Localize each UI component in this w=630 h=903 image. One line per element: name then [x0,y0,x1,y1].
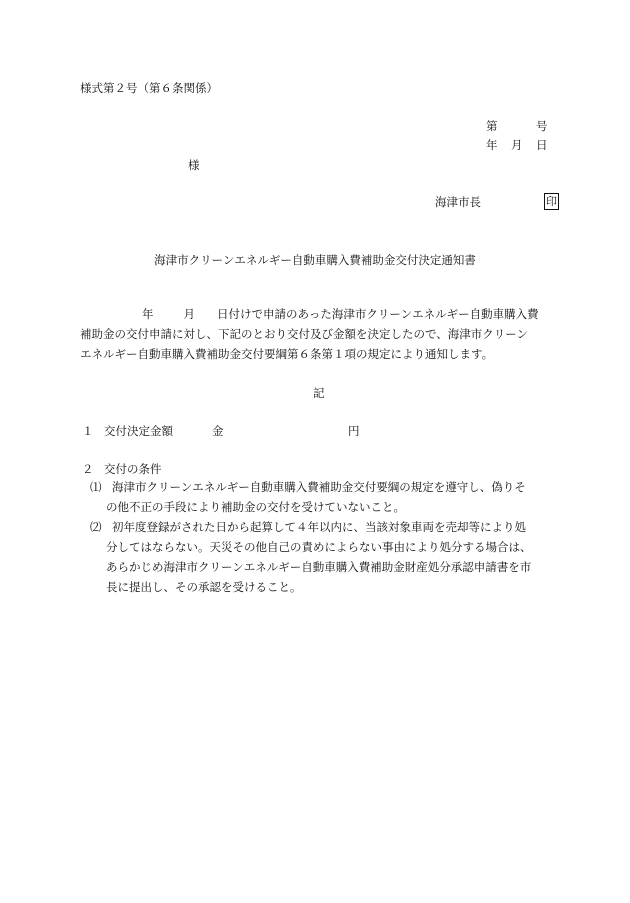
condition-2 [80,517,562,597]
date-month: 月 [511,138,523,152]
body-year: 年 [142,307,154,321]
issuer-title: 海津市長 [435,195,481,209]
condition-2-line-1: ⑵ 初年度登録がされた日から起算して４年以内に、当該対象車両を売却等により処 [80,517,562,537]
seal-mark: 印 [546,195,557,208]
document-title: 海津市クリーンエネルギー自動車購入費補助金交付決定通知書 [154,253,476,267]
issuer-seal [544,193,559,210]
body-line-1 [80,304,562,324]
addressee-suffix: 様 [188,158,200,172]
condition-1-line-1: ⑴ 海津市クリーンエネルギー自動車購入費補助金交付要綱の規定を遵守し、偽りそ [80,477,562,497]
date-day: 日 [536,138,548,152]
condition-1-line-2: の他不正の手段により補助金の交付を受けていないこと。 [106,500,405,514]
item1-number: １ [82,424,94,438]
condition-2-line-2: 分してはならない。天災その他自己の責めによらない事由により処分する場合は、 [106,540,532,554]
item2-label: 交付の条件 [104,462,162,476]
ki-heading: 記 [313,386,325,400]
date-year: 年 [486,138,498,152]
condition-2-line-4: 長に提出し、その承認を受けること。 [106,580,302,594]
doc-number-prefix: 第 [486,119,498,133]
body-line-2: 補助金の交付申請に対し、下記のとおり交付及び金額を決定したので、海津市クリーン [80,327,529,341]
body-paragraph [80,304,562,364]
body-line-3: エネルギー自動車購入費補助金交付要綱第６条第１項の規定により通知します。 [80,347,494,361]
condition-1 [80,477,562,517]
condition-2-line-3: あらかじめ海津市クリーンエネルギー自動車購入費補助金財産処分承認申請書を市 [106,560,532,574]
doc-number-suffix: 号 [536,119,548,133]
item2-number: ２ [82,462,94,476]
form-number: 様式第２号（第６条関係） [80,81,218,95]
item1-yen: 円 [348,424,360,438]
condition-2-marker: ⑵ [90,520,102,534]
condition-1-marker: ⑴ [90,480,102,494]
body-line-1-rest: 日付けで申請のあった海津市クリーンエネルギー自動車購入費 [217,307,539,321]
item1-label: 交付決定金額 [104,424,173,438]
body-month: 月 [183,307,195,321]
item1-kin: 金 [212,424,224,438]
